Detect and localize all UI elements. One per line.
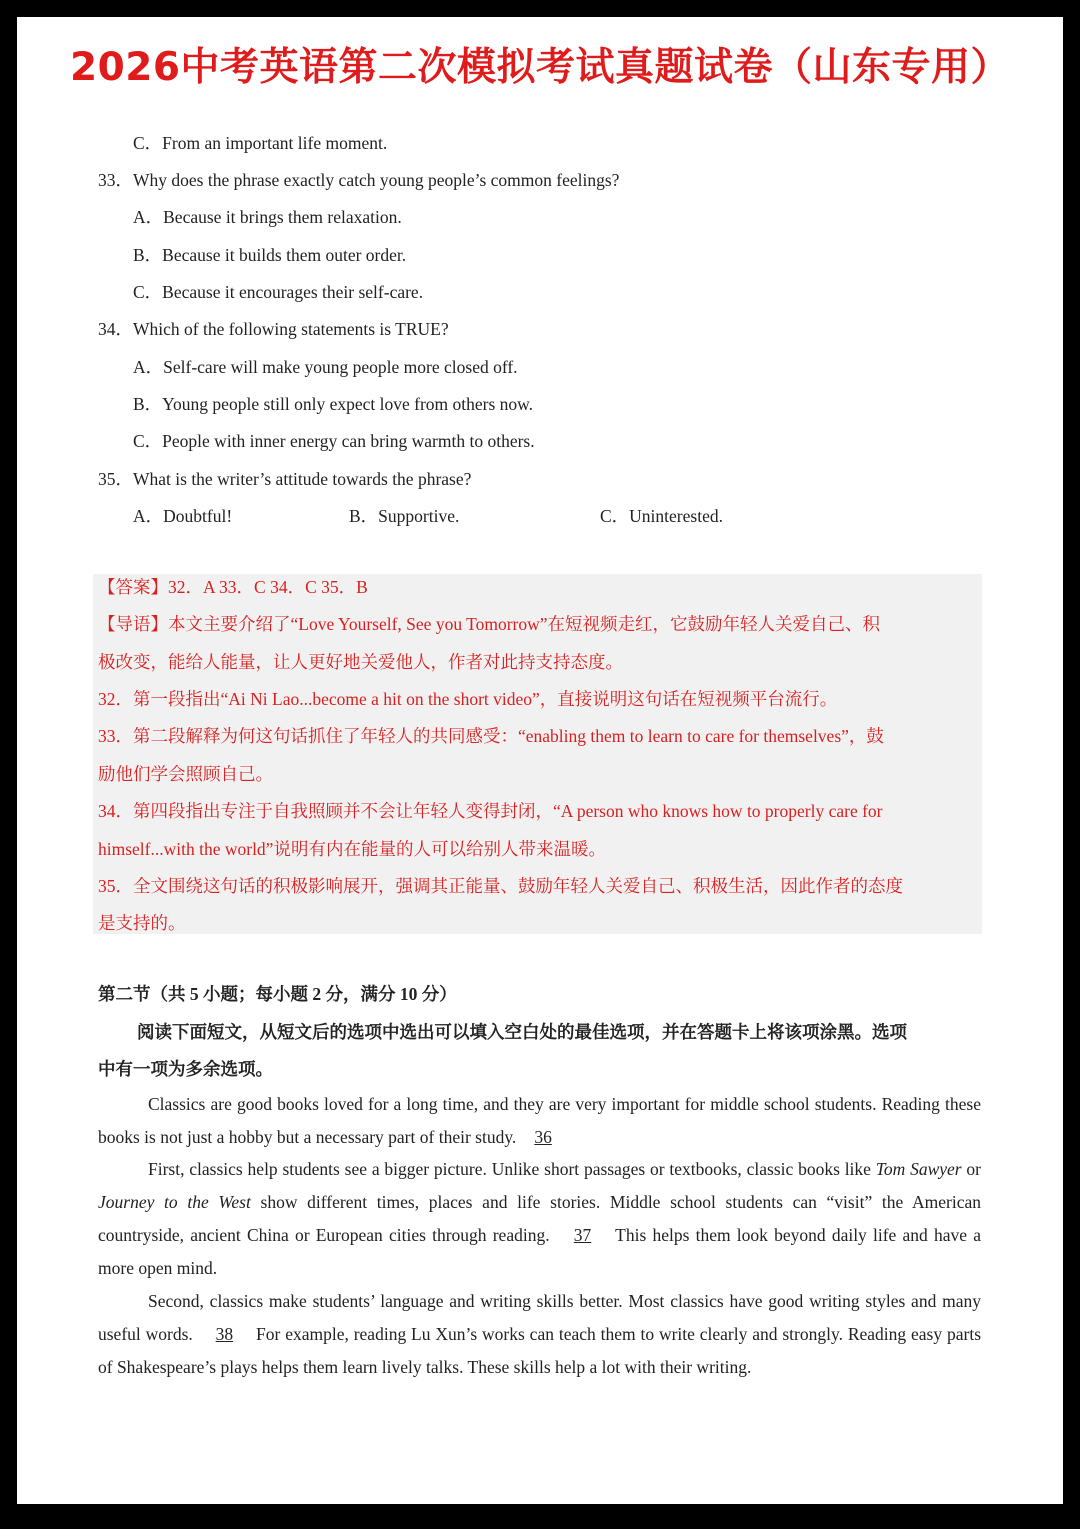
section-instruction-line-2: 中有一项为多余选项。	[98, 1059, 273, 1079]
blank-36: 36	[534, 1127, 552, 1147]
intro-line-1: 【导语】本文主要介绍了“Love Yourself, See you Tomorrow”在短视频走红，它鼓励年轻人关爱自己、积	[98, 614, 881, 634]
q34-stem: 34．Which of the following statements is TRUE?	[98, 319, 449, 339]
book-title-journey-west: Journey to the West	[98, 1192, 251, 1212]
p2-text-c: show different times, places and life stories. Middle school students can “visit” the American countryside, ancient China or European cities through reading.	[98, 1192, 982, 1245]
p2-text-b: or	[961, 1159, 981, 1179]
explain-33-line-2: 励他们学会照顾自己。	[98, 764, 273, 784]
q34-option-a: A．Self-care will make young people more closed off.	[133, 357, 518, 377]
page-title: 2026中考英语第二次模拟考试真题试卷（山东专用）	[69, 45, 1011, 90]
explain-35-line-1: 35．全文围绕这句话的积极影响展开，强调其正能量、鼓励年轻人关爱自己、积极生活，因此作者的态度	[98, 876, 903, 896]
blank-38: 38	[215, 1324, 234, 1344]
blank-37: 37	[573, 1225, 592, 1245]
q33-option-c: C．Because it encourages their self-care.	[133, 282, 424, 302]
q35-option-a: A．Doubtful!	[133, 506, 233, 526]
explain-32: 32．第一段指出“Ai Ni Lao...become a hit on the short video”，直接说明这句话在短视频平台流行。	[98, 689, 838, 709]
passage-paragraph-1	[98, 1088, 981, 1154]
explain-35-line-2: 是支持的。	[98, 913, 186, 933]
q32-option-c: C．From an important life moment.	[133, 133, 388, 153]
q33-option-a: A．Because it brings them relaxation.	[133, 207, 402, 227]
p3-text-b: For example, reading Lu Xun’s works can teach them to write clearly and strongly. Reading easy parts of Shakespeare’s plays helps them learn lively talks. These skills help a lot with their writing.	[98, 1324, 982, 1377]
passage-paragraph-3	[98, 1285, 981, 1384]
p2-text-d: This helps them look beyond daily life and have a more open mind.	[98, 1225, 981, 1278]
answer-key: 【答案】32．A 33．C 34．C 35．B	[98, 577, 368, 597]
passage-paragraph-2	[98, 1153, 981, 1285]
p1-text: Classics are good books loved for a long time, and they are very important for middle school students. Reading these books is not just a hobby but a necessary part of their study.	[98, 1094, 981, 1147]
p2-text-a: First, classics help students see a bigger picture. Unlike short passages or textbooks, classic books like	[148, 1159, 876, 1179]
q35-option-b: B．Supportive.	[349, 506, 460, 526]
book-title-tom-sawyer: Tom Sawyer	[875, 1159, 962, 1179]
explain-33-line-1: 33．第二段解释为何这句话抓住了年轻人的共同感受：“enabling them to learn to care for themselves”，鼓	[98, 726, 884, 746]
q33-stem: 33．Why does the phrase exactly catch young people’s common feelings?	[98, 170, 620, 190]
section-heading: 第二节（共 5 小题；每小题 2 分，满分 10 分）	[98, 984, 457, 1004]
section-instruction-line-1: 阅读下面短文，从短文后的选项中选出可以填入空白处的最佳选项，并在答题卡上将该项涂黑。选项	[137, 1022, 907, 1042]
q35-stem: 35．What is the writer’s attitude towards the phrase?	[98, 469, 472, 489]
explain-34-line-2: himself...with the world”说明有内在能量的人可以给别人带来温暖。	[98, 839, 606, 859]
p3-text-a: Second, classics make students’ language and writing skills better. Most classics have good writing styles and many useful words.	[98, 1291, 981, 1344]
q33-option-b: B．Because it builds them outer order.	[133, 245, 407, 265]
q34-option-c: C．People with inner energy can bring warmth to others.	[133, 431, 535, 451]
intro-line-2: 极改变，能给人能量，让人更好地关爱他人，作者对此持支持态度。	[98, 652, 623, 672]
q34-option-b: B．Young people still only expect love from others now.	[133, 394, 534, 414]
q35-option-c: C．Uninterested.	[600, 506, 723, 526]
explain-34-line-1: 34．第四段指出专注于自我照顾并不会让年轻人变得封闭，“A person who knows how to properly care for	[98, 801, 883, 821]
